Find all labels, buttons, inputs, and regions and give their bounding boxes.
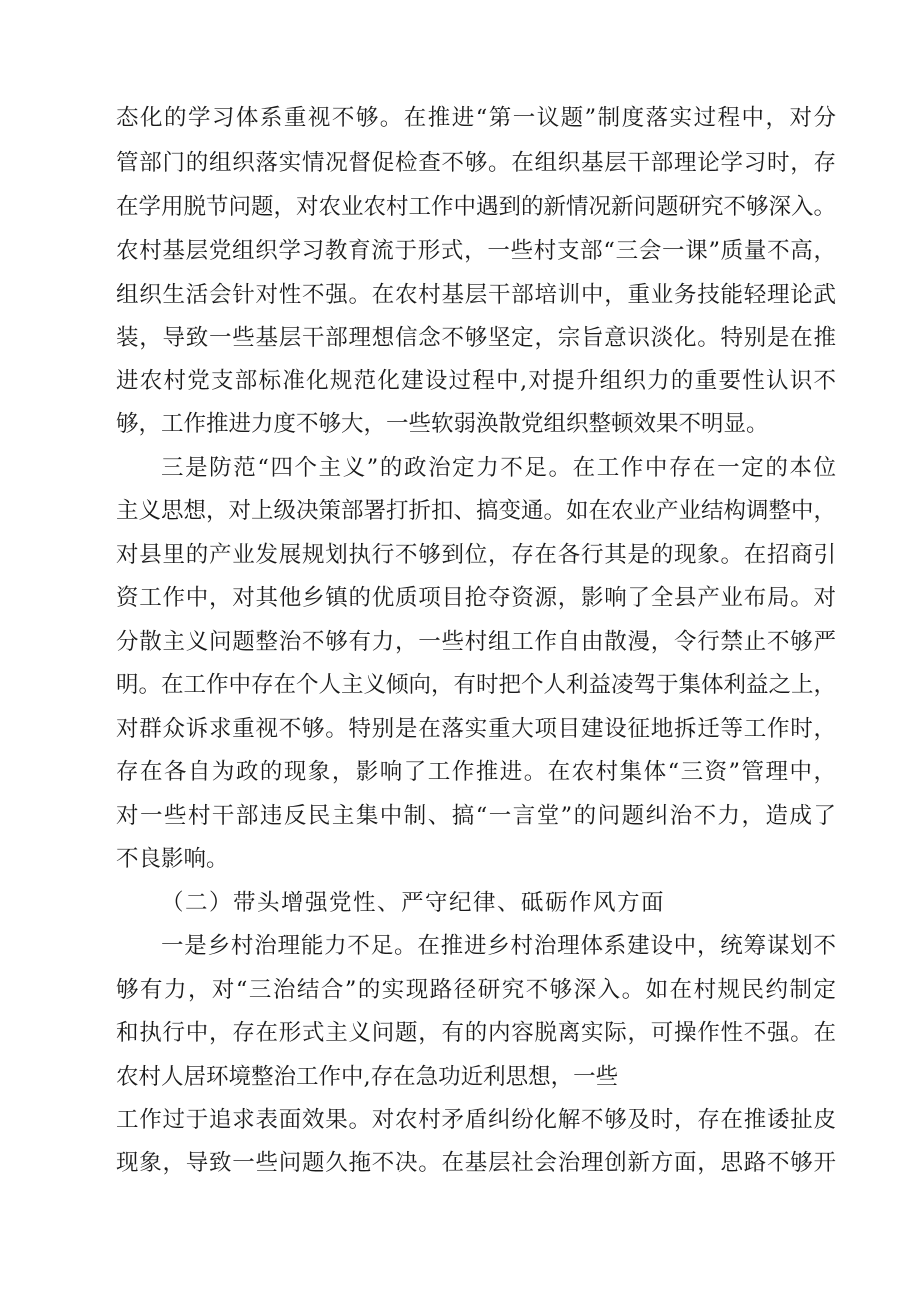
text-line: 不良影响。 (116, 846, 229, 872)
text-line: 够有力，对“三治结合”的实现路径研究不够深入。如在村规民约制定 (116, 977, 836, 1003)
text-line: 工作过于追求表面效果。对农村矛盾纠纷化解不够及时，存在推诿扯皮 (116, 1107, 836, 1133)
text-line: 装，导致一些基层干部理想信念不够坚定，宗旨意识淡化。特别是在推 (116, 325, 836, 351)
text-line: 明。在工作中存在个人主义倾向，有时把个人利益凌驾于集体利益之上， (116, 672, 836, 698)
text-line: 农村人居环境整治工作中,存在急功近利思想，一些 (116, 1064, 619, 1090)
text-line: 管部门的组织落实情况督促检查不够。在组织基层干部理论学习时，存 (116, 150, 836, 176)
text-line: 态化的学习体系重视不够。在推进“第一议题”制度落实过程中，对分 (116, 105, 836, 131)
text-line: 主义思想，对上级决策部署打折扣、搞变通。如在农业产业结构调整中， (116, 498, 836, 524)
text-line: 进农村党支部标准化规范化建设过程中,对提升组织力的重要性认识不 (116, 368, 836, 394)
text-line: 在学用脱节问题，对农业农村工作中遇到的新情况新问题研究不够深入。 (116, 194, 836, 220)
paragraph-first-line: 一是乡村治理能力不足。在推进乡村治理体系建设中，统筹谋划不 (161, 933, 836, 959)
text-line: 分散主义问题整治不够有力，一些村组工作自由散漫，令行禁止不够严 (116, 629, 836, 655)
text-line: 和执行中，存在形式主义问题，有的内容脱离实际，可操作性不强。在 (116, 1020, 836, 1046)
text-line: 资工作中，对其他乡镇的优质项目抢夺资源，影响了全县产业布局。对 (116, 585, 836, 611)
text-line: 够，工作推进力度不够大，一些软弱涣散党组织整顿效果不明显。 (116, 411, 769, 437)
text-line: 存在各自为政的现象，影响了工作推进。在农村集体“三资”管理中， (116, 759, 836, 785)
text-line: 农村基层党组织学习教育流于形式，一些村支部“三会一课”质量不高， (116, 238, 836, 264)
text-line: 对县里的产业发展规划执行不够到位，存在各行其是的现象。在招商引 (116, 542, 836, 568)
paragraph-first-line: 三是防范“四个主义”的政治定力不足。在工作中存在一定的本位 (161, 455, 836, 481)
text-line: 组织生活会针对性不强。在农村基层干部培训中，重业务技能轻理论武 (116, 282, 836, 308)
text-line: 对一些村干部违反民主集中制、搞“一言堂”的问题纠治不力，造成了 (116, 803, 836, 829)
text-line: 对群众诉求重视不够。特别是在落实重大项目建设征地拆迁等工作时， (116, 716, 836, 742)
text-line: 现象，导致一些问题久拖不决。在基层社会治理创新方面，思路不够开 (116, 1150, 836, 1176)
section-heading: （二）带头增强党性、严守纪律、砥砺作风方面 (161, 890, 666, 916)
